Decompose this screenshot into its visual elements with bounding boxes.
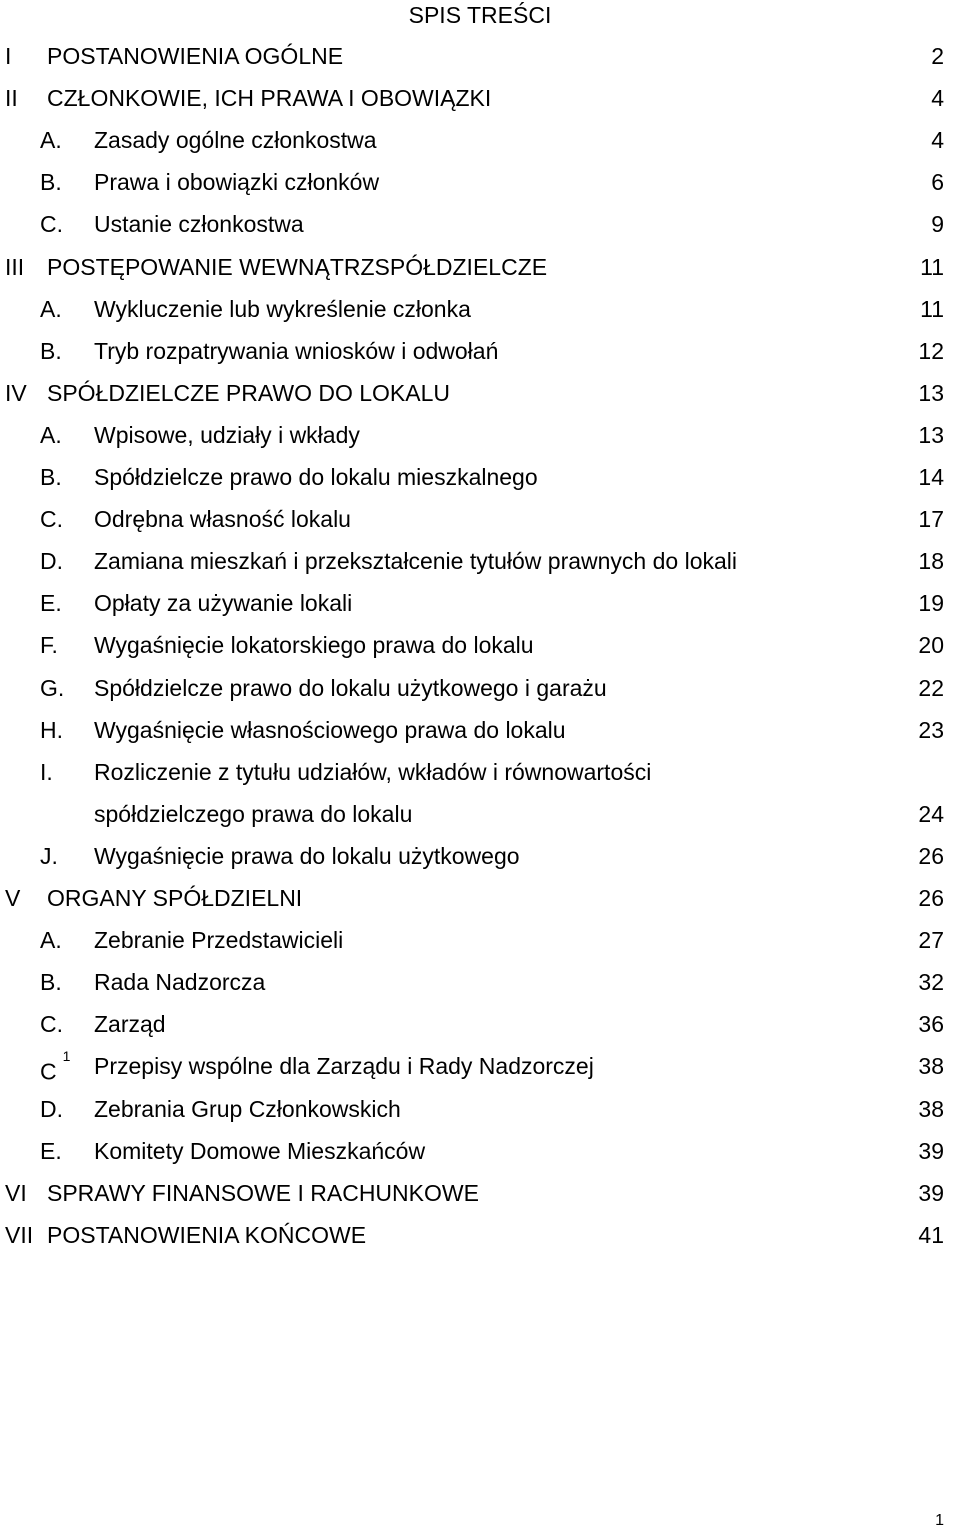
toc-entry-number: B. <box>40 169 62 196</box>
toc-entry <box>0 124 960 156</box>
toc-entry-title: Komitety Domowe Mieszkańców <box>94 1137 426 1164</box>
toc-entry <box>0 335 960 367</box>
toc-entry <box>0 840 960 872</box>
toc-entry-title: Zamiana mieszkań i przekształcenie tytułów prawnych do lokali <box>94 548 738 575</box>
toc-entry-title: ORGANY SPÓŁDZIELNI <box>47 885 303 911</box>
toc-entry-number: D. <box>40 1095 63 1122</box>
toc-entry-number: E. <box>40 1137 62 1164</box>
toc-entry-number: C. <box>40 1011 63 1038</box>
toc-entry-title: Wygaśnięcie lokatorskiego prawa do lokalu <box>94 632 534 659</box>
toc-entry <box>0 166 960 198</box>
toc-entry-title: Rada Nadzorcza <box>94 969 266 996</box>
toc-entry-number: J. <box>40 842 58 869</box>
toc-entry-page: 38 <box>918 1053 944 1080</box>
toc-entry-number: B. <box>40 337 62 364</box>
toc-entry-page: 9 <box>931 211 944 238</box>
toc-entry-number: V <box>5 885 21 911</box>
toc-entry <box>0 1219 960 1251</box>
toc-entry-page: 39 <box>918 1179 944 1206</box>
toc-entry-number: II <box>5 85 18 112</box>
toc-entry-number: B. <box>40 969 62 996</box>
toc-entry-number: E. <box>40 590 62 617</box>
toc-entry-number: D. <box>40 548 63 575</box>
toc-entry-page: 26 <box>918 842 944 869</box>
toc-entry-number: G. <box>40 674 65 701</box>
toc-entry-page: 39 <box>918 1137 944 1164</box>
toc-entry <box>0 1048 960 1086</box>
toc-entry-number: F. <box>40 632 58 659</box>
toc-entry-page: 18 <box>918 548 944 575</box>
toc-entry-page: 26 <box>918 885 944 911</box>
toc-entry-page: 17 <box>918 506 944 533</box>
toc-entry-page: 4 <box>931 127 944 154</box>
toc-entry <box>0 293 960 325</box>
toc-entry-number: A. <box>40 295 62 322</box>
toc-entry-title: Przepisy wspólne dla Zarządu i Rady Nadzorczej <box>94 1053 594 1080</box>
toc-entry-page: 22 <box>918 674 944 701</box>
toc-entry <box>0 251 960 283</box>
toc-entry-title: Zebrania Grup Członkowskich <box>94 1095 401 1122</box>
toc-entry-title: POSTĘPOWANIE WEWNĄTRZSPÓŁDZIELCZE <box>47 253 548 280</box>
toc-entry <box>0 419 960 451</box>
toc-entry-number: IV <box>5 379 27 406</box>
toc-entry <box>0 1008 960 1040</box>
toc-entry-page: 2 <box>931 43 944 69</box>
toc-entry-page: 6 <box>931 169 944 196</box>
toc-entry-page: 13 <box>918 421 944 448</box>
toc-entry-title: Prawa i obowiązki członków <box>94 169 380 196</box>
toc-entry-page: 4 <box>931 85 944 112</box>
toc-entry-number: III <box>5 253 25 280</box>
toc-entry <box>0 629 960 661</box>
toc-entry <box>0 40 960 72</box>
toc-entry-number: A. <box>40 421 62 448</box>
toc-entry <box>0 377 960 409</box>
toc-entry-number: I. <box>40 758 53 785</box>
toc-entry-page: 23 <box>918 716 944 743</box>
toc-entry-page: 20 <box>918 632 944 659</box>
toc-entry <box>0 966 960 998</box>
toc-entry-title: Zarząd <box>94 1011 166 1038</box>
toc-entry-number: VI <box>5 1179 27 1206</box>
toc-entry-title: SPÓŁDZIELCZE PRAWO DO LOKALU <box>47 379 451 406</box>
toc-entry-page: 19 <box>918 590 944 617</box>
toc-entry-number: A. <box>40 127 62 154</box>
toc-entry-page: 11 <box>920 295 944 322</box>
toc-entry-title: Spółdzielcze prawo do lokalu mieszkalnego <box>94 464 538 490</box>
toc-entry <box>0 1135 960 1167</box>
toc-entry-page: 12 <box>918 337 944 364</box>
toc-entry-number: A. <box>40 927 62 954</box>
toc-entry-title: Ustanie członkostwa <box>94 211 304 238</box>
toc-entry-title: CZŁONKOWIE, ICH PRAWA I OBOWIĄZKI <box>47 85 492 112</box>
toc-entry-title: Opłaty za używanie lokali <box>94 590 353 617</box>
toc-entry-title: Zebranie Przedstawicieli <box>94 927 344 954</box>
toc-entry-page: 32 <box>918 969 944 996</box>
toc-entry-title: Tryb rozpatrywania wniosków i odwołań <box>94 337 499 364</box>
toc-entry-title: Wygaśnięcie prawa do lokalu użytkowego <box>94 842 520 869</box>
toc-entry-title: POSTANOWIENIA KOŃCOWE <box>47 1221 367 1248</box>
page-number: 1 <box>935 1512 944 1529</box>
toc-entry-title: SPRAWY FINANSOWE I RACHUNKOWE <box>47 1179 479 1206</box>
toc-entry-title: POSTANOWIENIA OGÓLNE <box>47 43 344 69</box>
toc-entry-superscript: 1 <box>62 1048 71 1065</box>
toc-entry-title: Odrębna własność lokalu <box>94 506 351 533</box>
toc-entry-title: Wykluczenie lub wykreślenie członka <box>94 295 471 322</box>
toc-entry-number: C. <box>40 211 63 238</box>
toc-entry-number: H. <box>40 716 63 743</box>
toc-entry-page: 11 <box>920 253 944 280</box>
toc-entry-title: Zasady ogólne członkostwa <box>94 127 377 154</box>
toc-entry <box>0 82 960 114</box>
toc-entry <box>0 1093 960 1125</box>
toc-entry <box>0 882 960 914</box>
toc-entry <box>0 798 960 830</box>
toc-entry-page: 13 <box>918 379 944 406</box>
toc-entry <box>0 672 960 704</box>
toc-entry-number: I <box>5 43 12 69</box>
toc-entry-title: Wygaśnięcie własnościowego prawa do lokalu <box>94 716 566 743</box>
toc-entry <box>0 503 960 535</box>
toc-entry-page: 24 <box>918 800 944 827</box>
toc-entry <box>0 208 960 240</box>
toc-entry-number: C. <box>40 506 63 533</box>
toc-entry-page: 38 <box>918 1095 944 1122</box>
document-title: SPIS TREŚCI <box>408 2 552 28</box>
toc-entry <box>0 461 960 493</box>
toc-entry-title: Spółdzielcze prawo do lokalu użytkowego i garażu <box>94 674 607 701</box>
toc-entry-title: Rozliczenie z tytułu udziałów, wkładów i równowartości <box>94 758 652 785</box>
toc-entry <box>0 1177 960 1209</box>
toc-entry-page: 41 <box>918 1221 944 1248</box>
toc-entry-page: 36 <box>918 1011 944 1038</box>
toc-entry-title: Wpisowe, udziały i wkłady <box>94 421 360 448</box>
toc-entry-number: VII <box>5 1221 34 1248</box>
toc-entry-title: spółdzielczego prawa do lokalu <box>94 800 413 827</box>
toc-entry-page: 14 <box>918 464 944 490</box>
toc-entry <box>0 756 960 788</box>
toc-entry-number: $C^1$ <box>40 1048 71 1086</box>
toc-entry <box>0 714 960 746</box>
toc-entry <box>0 545 960 577</box>
toc-entry <box>0 924 960 956</box>
toc-entry-number: B. <box>40 464 62 490</box>
toc-entry <box>0 587 960 619</box>
toc-entry-page: 27 <box>918 927 944 954</box>
